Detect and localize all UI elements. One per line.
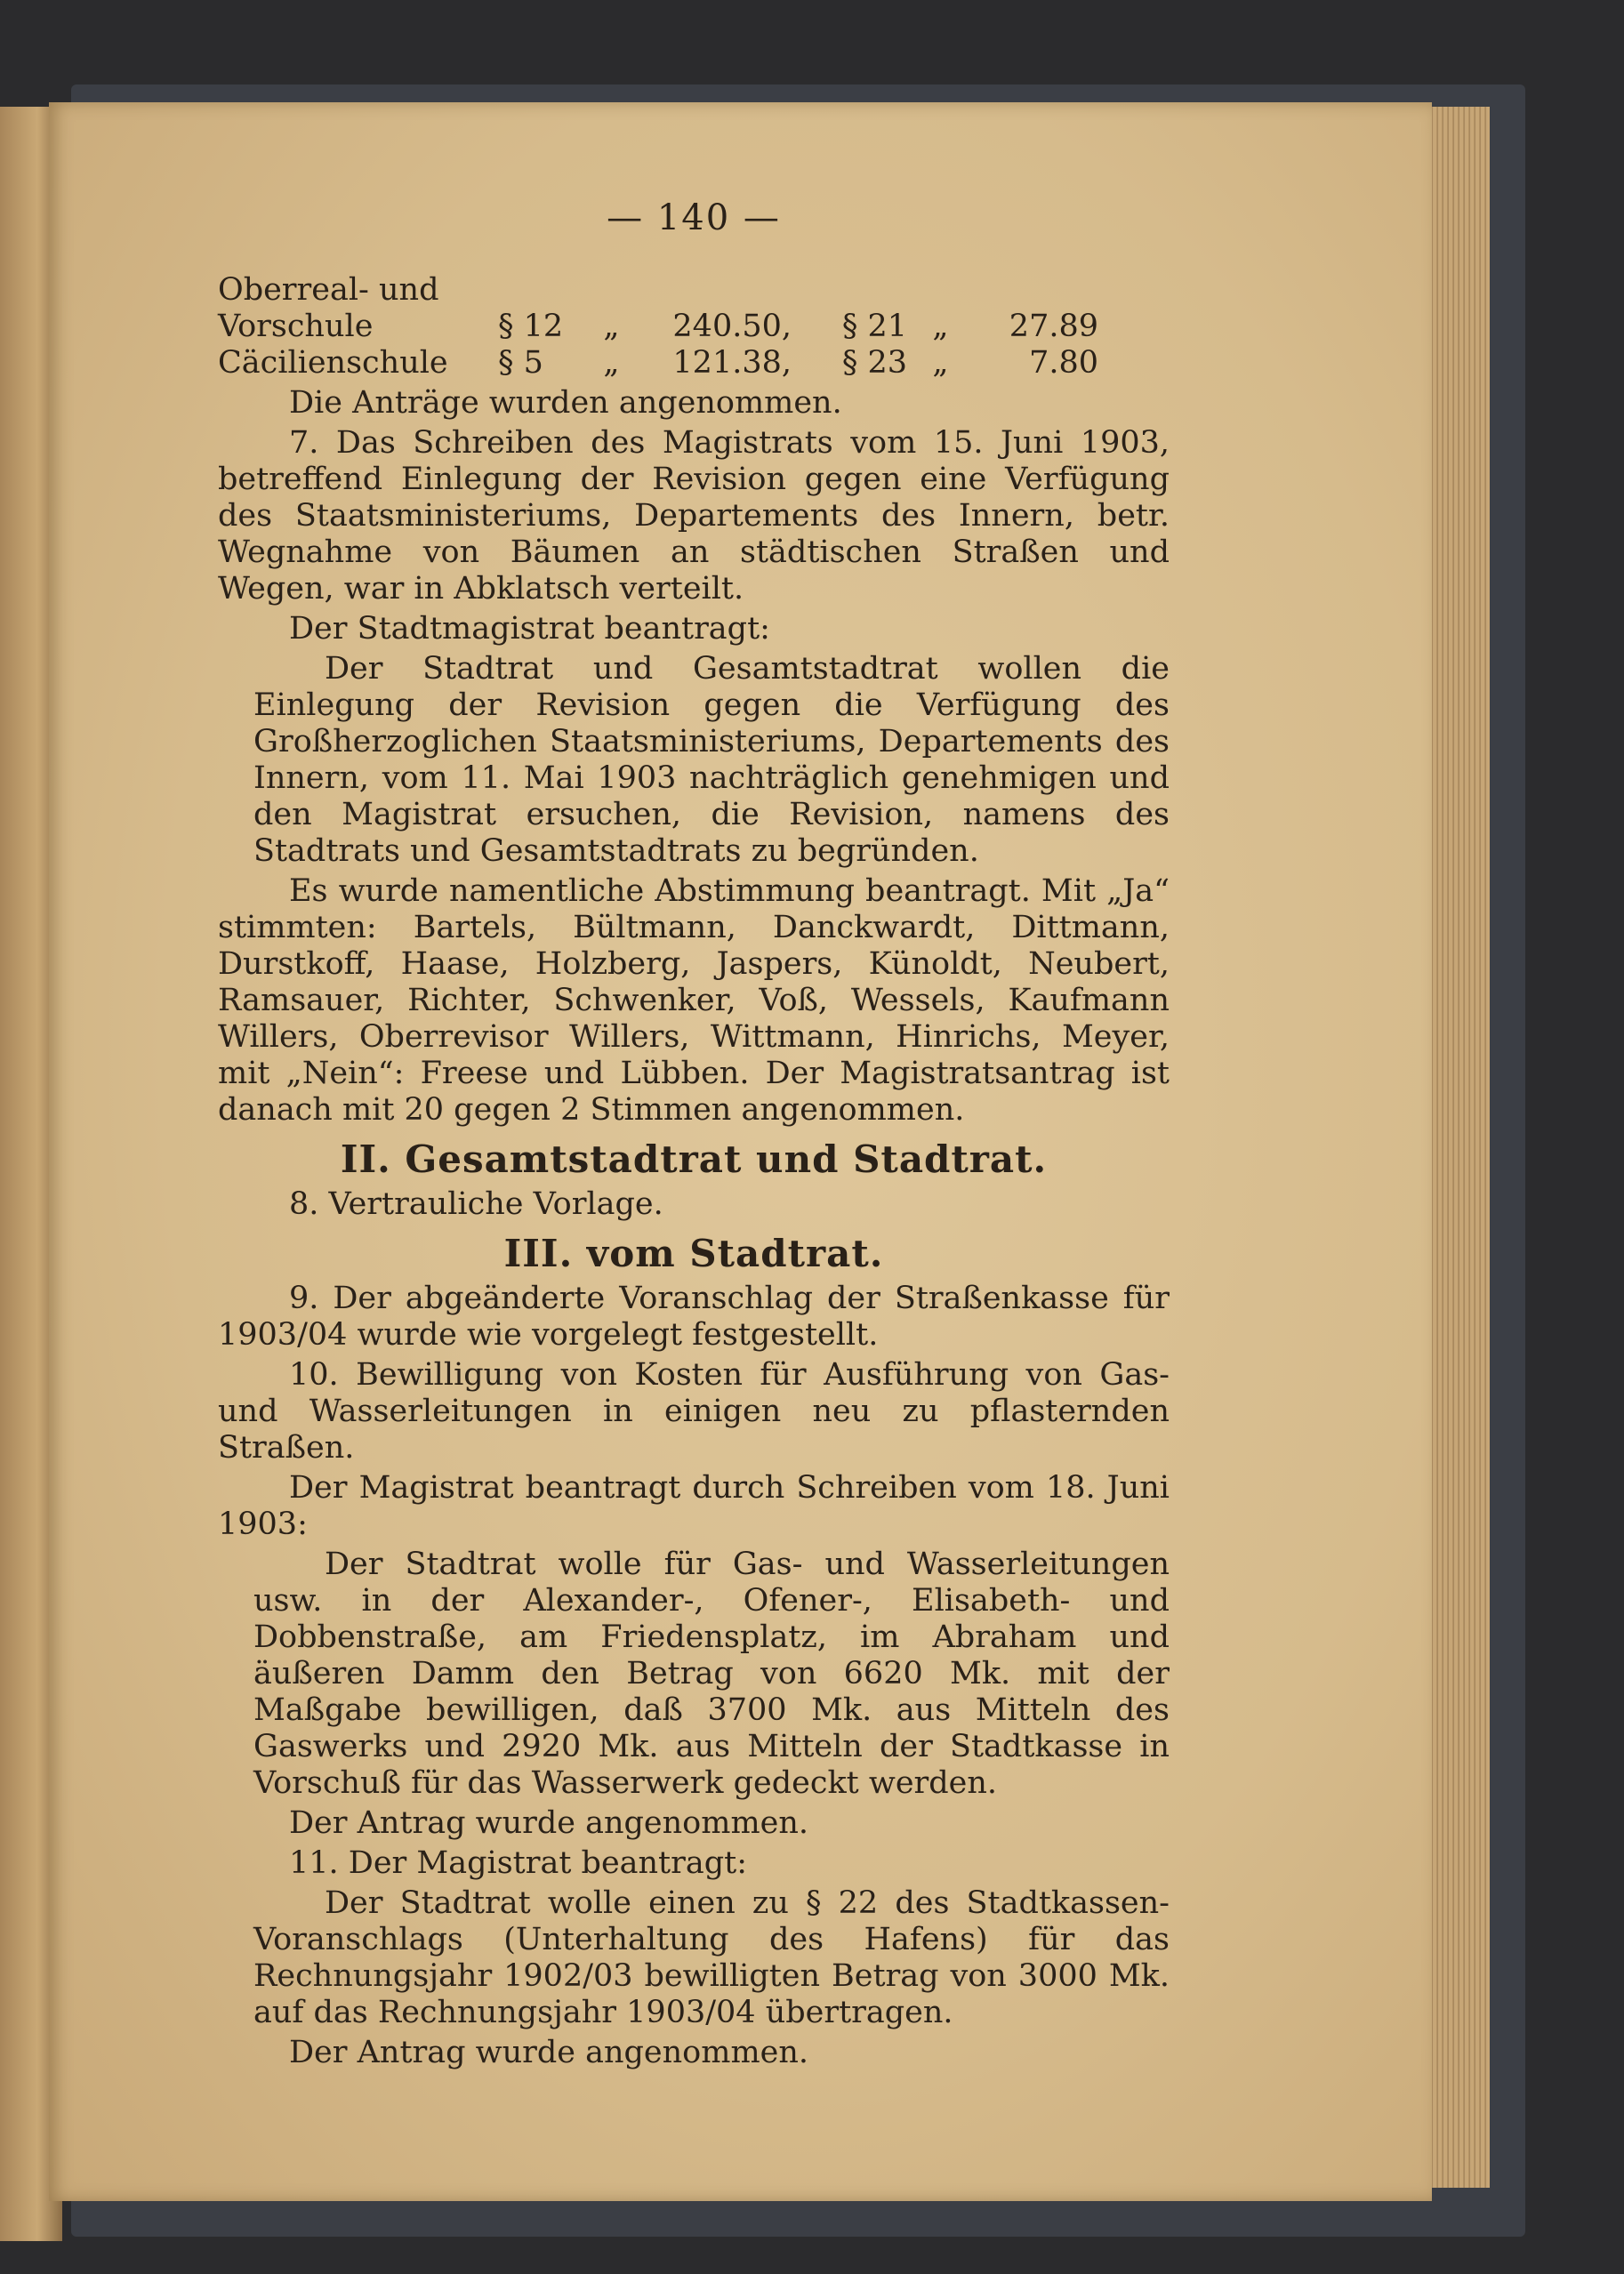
table-cell-paragraph: § 5 (498, 345, 543, 381)
section-heading: III. vom Stadtrat. (503, 1232, 884, 1275)
school-table (218, 272, 1170, 382)
page-number: — 140 — (607, 197, 781, 238)
page-edges (1423, 107, 1490, 2188)
paragraph: Der Stadtrat wolle einen zu § 22 des Stadtkassen-Voranschlags (Unterhaltung des Hafens) für das Rechnungsjahr 1902/03 bewilligten Betrag von 3000 Mk. auf das Rechnungsjahr 1903/04 übertragen. (253, 1885, 1170, 2030)
table-cell-value: 7.80 (1029, 345, 1098, 381)
table-cell-paragraph: § 12 (498, 309, 564, 344)
paragraph: Der Stadtrat wolle für Gas- und Wasserleitungen usw. in der Alexander-, Ofener-, Elisabeth- und Dobbenstraße, am Friedensplatz, im Abraham und äußeren Damm den Betrag von 6620 Mk. mit der Maßgabe bewilligen, daß 3700 Mk. aus Mitteln des Gaswerks und 2920 Mk. aus Mitteln der Stadtkasse in Vorschuß für das Wasserwerk gedeckt werden. (253, 1547, 1170, 1801)
paragraph: 9. Der abgeänderte Voranschlag der Straßenkasse für 1903/04 wurde wie vorgelegt festgestellt. (218, 1281, 1170, 1353)
table-cell-value: 27.89 (1009, 309, 1098, 344)
table-row (218, 345, 1170, 382)
table-row (218, 309, 1170, 345)
paragraph: 8. Vertrauliche Vorlage. (289, 1186, 663, 1222)
table-row (218, 272, 1170, 309)
paragraph: Der Antrag wurde angenommen. (289, 1805, 809, 1841)
table-cell-ditto: „ (603, 345, 620, 381)
section-heading: II. Gesamtstadtrat und Stadtrat. (340, 1137, 1048, 1181)
paragraph: Der Antrag wurde angenommen. (289, 2035, 809, 2070)
table-cell-paragraph: § 21 (841, 309, 907, 344)
table-cell-value: 121.38, (672, 345, 792, 381)
table-cell-name: Vorschule (218, 309, 374, 344)
table-cell-value: 240.50, (672, 309, 792, 344)
paragraph: 11. Der Magistrat beantragt: (289, 1845, 747, 1881)
table-cell-ditto: „ (932, 309, 949, 344)
paragraph: Der Stadtmagistrat beantragt: (289, 611, 770, 647)
table-cell-ditto: „ (603, 309, 620, 344)
table-cell-paragraph: § 23 (841, 345, 907, 381)
paragraph: 7. Das Schreiben des Magistrats vom 15. Juni 1903, betreffend Einlegung der Revision gegen eine Verfügung des Staatsministeriums, Departements des Innern, betr. Wegnahme von Bäumen an städtischen Straßen und Wegen, war in Abklatsch verteilt. (218, 425, 1170, 607)
table-cell-name: Cäcilienschule (218, 345, 448, 381)
paragraph: Die Anträge wurden angenommen. (289, 385, 842, 421)
paragraph: Der Magistrat beantragt durch Schreiben vom 18. Juni 1903: (218, 1470, 1170, 1542)
paragraph: Der Stadtrat und Gesamtstadtrat wollen die Einlegung der Revision gegen die Verfügung des Großherzoglichen Staatsministeriums, Departements des Innern, vom 11. Mai 1903 nachträglich genehmigen und den Magistrat ersuchen, die Revision, namens des Stadtrats und Gesamtstadtrats zu begründen. (253, 651, 1170, 869)
paragraph: 10. Bewilligung von Kosten für Ausführung von Gas- und Wasserleitungen in einigen neu zu pflasternden Straßen. (218, 1357, 1170, 1466)
page-text (218, 197, 1170, 2075)
paragraph: Es wurde namentliche Abstimmung beantragt. Mit „Ja“ stimmten: Bartels, Bültmann, Danckwardt, Dittmann, Durstkoff, Haase, Holzberg, Jaspers, Künoldt, Neubert, Ramsauer, Richter, Schwenker, Voß, Wessels, Kaufmann Willers, Oberrevisor Willers, Wittmann, Hinrichs, Meyer, mit „Nein“: Freese und Lübben. Der Magistratsantrag ist danach mit 20 gegen 2 Stimmen angenommen. (218, 873, 1170, 1128)
table-cell-name: Oberreal- und (218, 272, 439, 308)
table-cell-ditto: „ (932, 345, 949, 381)
